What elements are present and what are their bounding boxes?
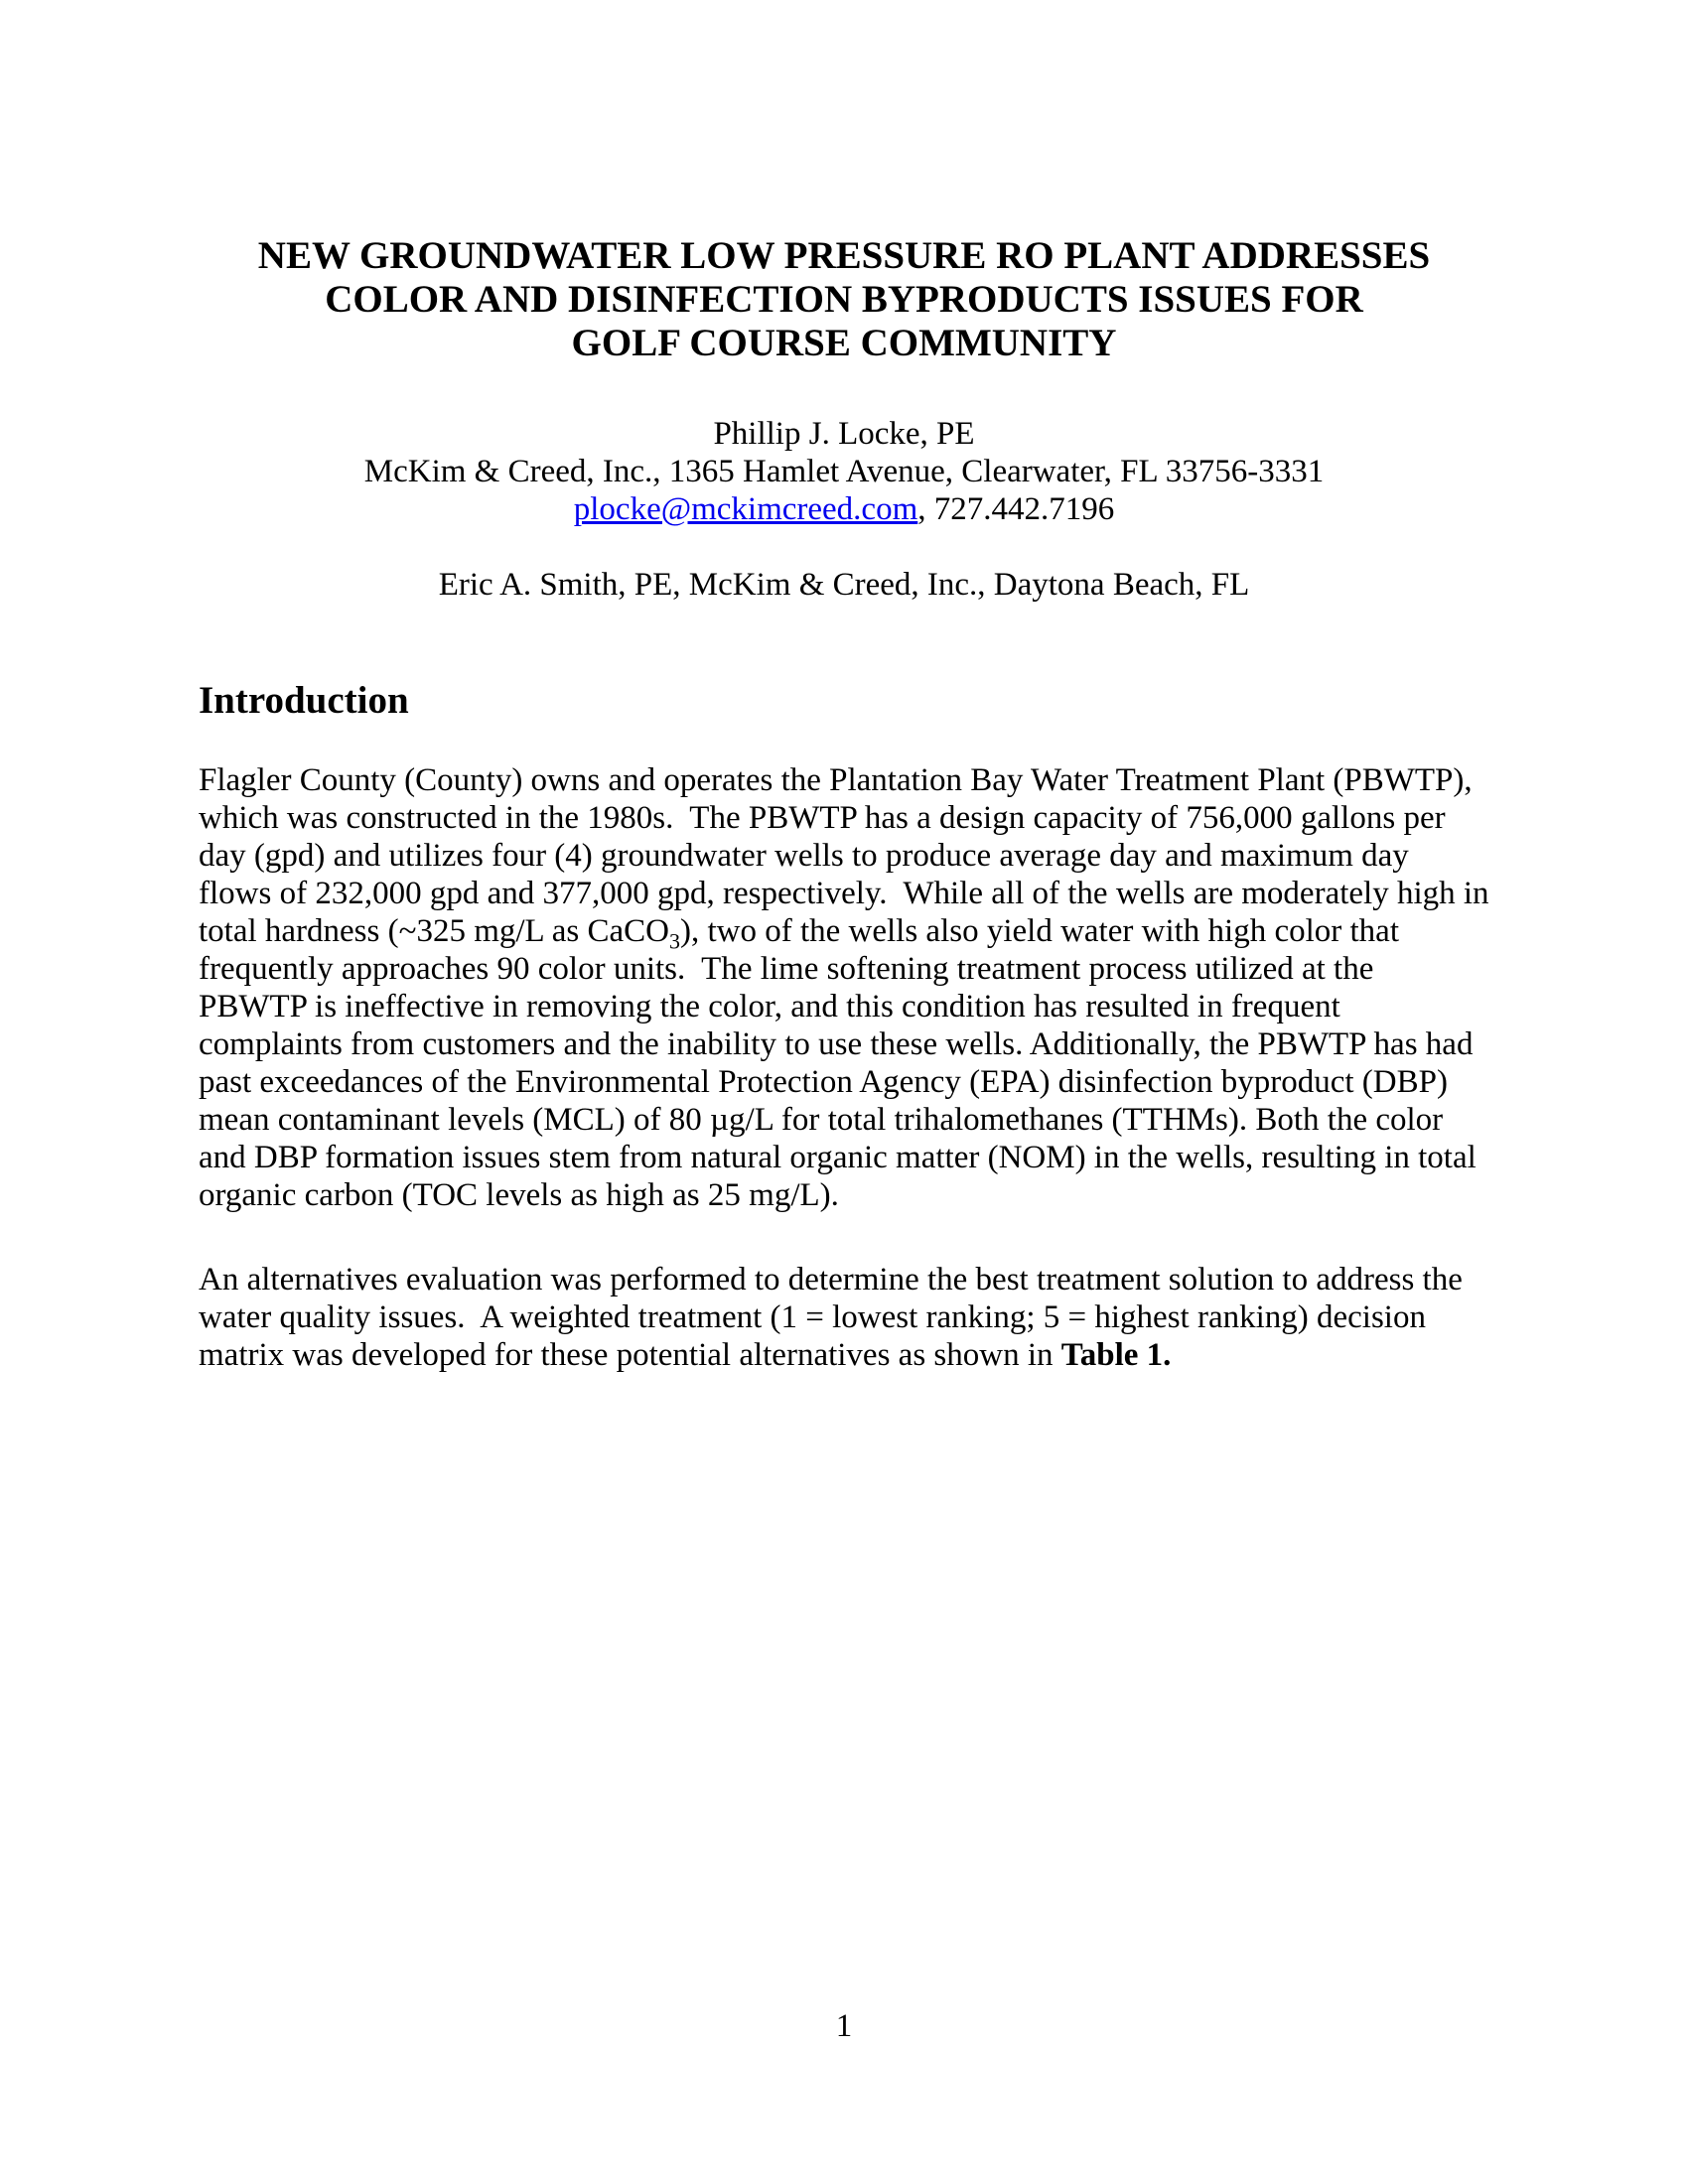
caco3-subscript: 3 [668, 928, 680, 954]
email-link[interactable]: plocke@mckimcreed.com [573, 491, 918, 527]
table-1-reference: Table 1. [1060, 1337, 1172, 1373]
author-phone: , 727.442.7196 [917, 491, 1115, 527]
author-contact-line [199, 490, 1489, 528]
intro-paragraph-1-text-b: ), two of the wells also yield water with high color that frequently approaches 90 color units. The lime softening treatment process utilized at the PBWTP is ineffective in removing the color, and this condition has resulted in frequent complaints from customers and the inability to use these wells. Additionally, the PBWTP has had past exceedances of the Environmental Protection Agency (EPA) disinfection byproduct (DBP) mean contaminant levels (MCL) of 80 µg/L for total trihalomethanes (TTHMs). Both the color and DBP formation issues stem from natural organic matter (NOM) in the wells, resulting in total organic carbon (TOC levels as high as 25 mg/L). [199, 913, 1485, 1213]
paper-title-line-2: COLOR AND DISINFECTION BYPRODUCTS ISSUES FOR [325, 278, 1363, 321]
intro-paragraph-1-text-a: Flagler County (County) owns and operates the Plantation Bay Water Treatment Plant (PBWTP), which was constructed in the 1980s. The PBWTP has a design capacity of 756,000 gallons per day (gpd) and utilizes four (4) groundwater wells to produce average day and maximum day flows of 232,000 gpd and 377,000 gpd, respectively. While all of the wells are moderately high in total hardness (~325 mg/L as CaCO [199, 762, 1497, 949]
intro-paragraph-1 [199, 761, 1497, 1214]
page-content [199, 0, 1497, 1374]
coauthor-line: Eric A. Smith, PE, McKim & Creed, Inc., Daytona Beach, FL [438, 567, 1250, 603]
intro-paragraph-2 [199, 1261, 1489, 1374]
author-block [199, 415, 1489, 604]
paper-title-line-1: NEW GROUNDWATER LOW PRESSURE RO PLANT ADDRESSES [257, 234, 1431, 277]
paper-title [199, 234, 1489, 365]
page-number: 1 [835, 2008, 853, 2044]
section-heading-introduction: Introduction [199, 679, 409, 722]
author-name: Phillip J. Locke, PE [713, 416, 975, 452]
author-affiliation: McKim & Creed, Inc., 1365 Hamlet Avenue, Clearwater, FL 33756-3331 [363, 454, 1325, 489]
intro-paragraph-2-text: An alternatives evaluation was performed to determine the best treatment solution to address the water quality issues. A weighted treatment (1 = lowest ranking; 5 = highest ranking) decision matrix was developed for these potential alternatives as shown in [199, 1262, 1472, 1373]
paper-title-line-3: GOLF COURSE COMMUNITY [571, 322, 1117, 364]
